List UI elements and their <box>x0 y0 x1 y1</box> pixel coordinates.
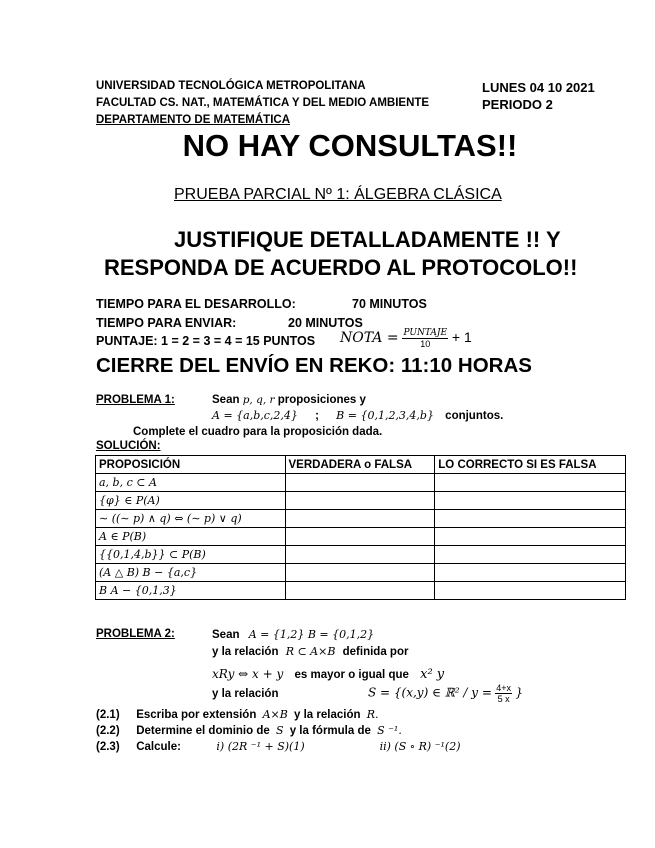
problem-2-sean: Sean <box>212 629 240 641</box>
correction-cell[interactable] <box>435 510 626 528</box>
relation-s-denominator: 5 x <box>497 694 510 704</box>
problem-1-propositions: proposiciones y <box>277 394 366 406</box>
table-row <box>96 474 626 492</box>
question-math-2: R. <box>366 708 379 721</box>
set-a-definition: A = {a,b,c,2,4} <box>212 409 298 422</box>
answer-cell[interactable] <box>285 528 435 546</box>
problem-1-line-2 <box>212 409 503 422</box>
question-text: Escriba por extensión <box>136 709 257 721</box>
university-name: UNIVERSIDAD TECNOLÓGICA METROPOLITANA <box>96 80 366 92</box>
table-row <box>96 492 626 510</box>
grade-fraction <box>402 328 448 349</box>
exam-period: PERIODO 2 <box>482 97 553 112</box>
proposition-cell: {{0,1,4,b}} ⊂ P(B) <box>96 546 286 564</box>
question-math-2: S ⁻¹. <box>377 724 402 737</box>
set-separator: ; <box>315 410 319 422</box>
department-name: DEPARTAMENTO DE MATEMÁTICA <box>96 114 291 126</box>
header-correction: LO CORRECTO SI ES FALSA <box>435 456 626 474</box>
answer-cell[interactable] <box>285 582 435 600</box>
dev-time-label: TIEMPO PARA EL DESARROLLO: <box>96 297 296 311</box>
answer-cell[interactable] <box>285 492 435 510</box>
relation-s-close: } <box>515 685 523 700</box>
proposition-cell: {φ} ∈ P(A) <box>96 492 286 510</box>
question-math: i) (2R ⁻¹ + S)(1) <box>216 740 305 753</box>
proposition-cell: ∼ ((∼ p) ∧ q) ⇔ (∼ p) ∨ q) <box>96 510 286 528</box>
solution-label: SOLUCIÓN: <box>96 440 161 452</box>
send-time-value: 20 MINUTOS <box>288 316 363 330</box>
relation-text: y la relación <box>212 646 279 658</box>
correction-cell[interactable] <box>435 582 626 600</box>
grade-formula <box>340 328 472 349</box>
proposition-cell: (A △ B) B − {a,c} <box>96 564 286 582</box>
answer-cell[interactable] <box>285 546 435 564</box>
instruction-line-1: JUSTIFIQUE DETALLADAMENTE !! Y <box>174 227 561 252</box>
propositions-table <box>95 455 626 600</box>
question-text-2: y la relación <box>294 709 361 721</box>
table-header-row <box>96 456 626 474</box>
question-number: (2.3) <box>96 741 120 753</box>
sets-word: conjuntos. <box>445 410 504 422</box>
grade-formula-rhs: + 1 <box>451 329 472 346</box>
dev-time-value: 70 MINUTOS <box>352 297 427 311</box>
correction-cell[interactable] <box>435 564 626 582</box>
problem-1-vars: p, q, r <box>242 394 275 406</box>
definition-rhs: x² y <box>420 667 445 682</box>
table-row <box>96 510 626 528</box>
correction-cell[interactable] <box>435 492 626 510</box>
exam-title: PRUEBA PARCIAL Nº 1: ÁLGEBRA CLÁSICA <box>174 186 502 203</box>
header-proposition: PROPOSICIÓN <box>96 456 286 474</box>
problem-1-label: PROBLEMA 1: <box>96 394 175 406</box>
submission-deadline: CIERRE DEL ENVÍO EN REKO: 11:10 HORAS <box>96 354 532 377</box>
question-text: Determine el dominio de <box>136 725 270 737</box>
question-2-3 <box>96 740 461 753</box>
relation-s-definition <box>368 683 523 704</box>
relation-r-math: R ⊂ A×B <box>285 645 336 658</box>
grade-formula-lhs: NOTA = <box>340 330 399 347</box>
correction-cell[interactable] <box>435 474 626 492</box>
problem-2-relation <box>212 645 408 658</box>
definition-text: es mayor o igual que <box>294 669 409 681</box>
no-questions-banner: NO HAY CONSULTAS!! <box>182 128 518 163</box>
header-true-false: VERDADERA o FALSA <box>285 456 435 474</box>
table-row <box>96 564 626 582</box>
relation-s-numerator: 4+x <box>496 683 511 693</box>
question-2-2 <box>96 724 402 737</box>
proposition-cell: a, b, c ⊂ A <box>96 474 286 492</box>
table-row <box>96 528 626 546</box>
exam-date: LUNES 04 10 2021 <box>482 80 595 95</box>
question-math: S <box>275 724 284 737</box>
set-b-definition: B = {0,1,2,3,4,b} <box>336 409 434 422</box>
answer-cell[interactable] <box>285 510 435 528</box>
question-text-2: y la fórmula de <box>289 725 371 737</box>
relation-s-math: S = {(x,y) ∈ ℝ² / y = <box>368 685 492 700</box>
problem-2-label: PROBLEMA 2: <box>96 628 175 640</box>
relation-defined-by: definida por <box>342 646 409 658</box>
answer-cell[interactable] <box>285 564 435 582</box>
question-number: (2.2) <box>96 725 120 737</box>
correction-cell[interactable] <box>435 546 626 564</box>
question-text: Calcule: <box>136 741 181 753</box>
correction-cell[interactable] <box>435 528 626 546</box>
question-number: (2.1) <box>96 709 120 721</box>
question-2-1 <box>96 708 378 721</box>
grade-fraction-numerator: PUNTAJE <box>403 328 448 338</box>
problem-2-sets <box>212 628 374 641</box>
instruction-line-2: RESPONDA DE ACUERDO AL PROTOCOLO!! <box>104 255 578 280</box>
table-row <box>96 546 626 564</box>
question-math: A×B <box>262 708 288 721</box>
question-math-2: ii) (S ∘ R) ⁻¹(2) <box>379 740 461 753</box>
relation-definition <box>212 667 444 682</box>
problem-1-sean: Sean <box>212 394 240 406</box>
send-time-label: TIEMPO PARA ENVIAR: <box>96 316 237 330</box>
definition-lhs: xRy ⇔ x + y <box>212 667 284 681</box>
proposition-cell: B A − {0,1,3} <box>96 582 286 600</box>
proposition-cell: A ∈ P(B) <box>96 528 286 546</box>
problem-1-instruction: Complete el cuadro para la proposición dada. <box>133 426 383 438</box>
problem-2-sets-math: A = {1,2} B = {0,1,2} <box>248 628 375 641</box>
relation-s-text: y la relación <box>212 688 279 700</box>
faculty-name: FACULTAD CS. NAT., MATEMÁTICA Y DEL MEDIO AMBIENTE <box>96 97 430 109</box>
problem-1-line-1 <box>212 394 366 406</box>
answer-cell[interactable] <box>285 474 435 492</box>
score-text: PUNTAJE: 1 = 2 = 3 = 4 = 15 PUNTOS <box>96 334 316 348</box>
table-row <box>96 582 626 600</box>
grade-fraction-denominator: 10 <box>420 339 431 349</box>
relation-s-fraction <box>495 683 512 704</box>
